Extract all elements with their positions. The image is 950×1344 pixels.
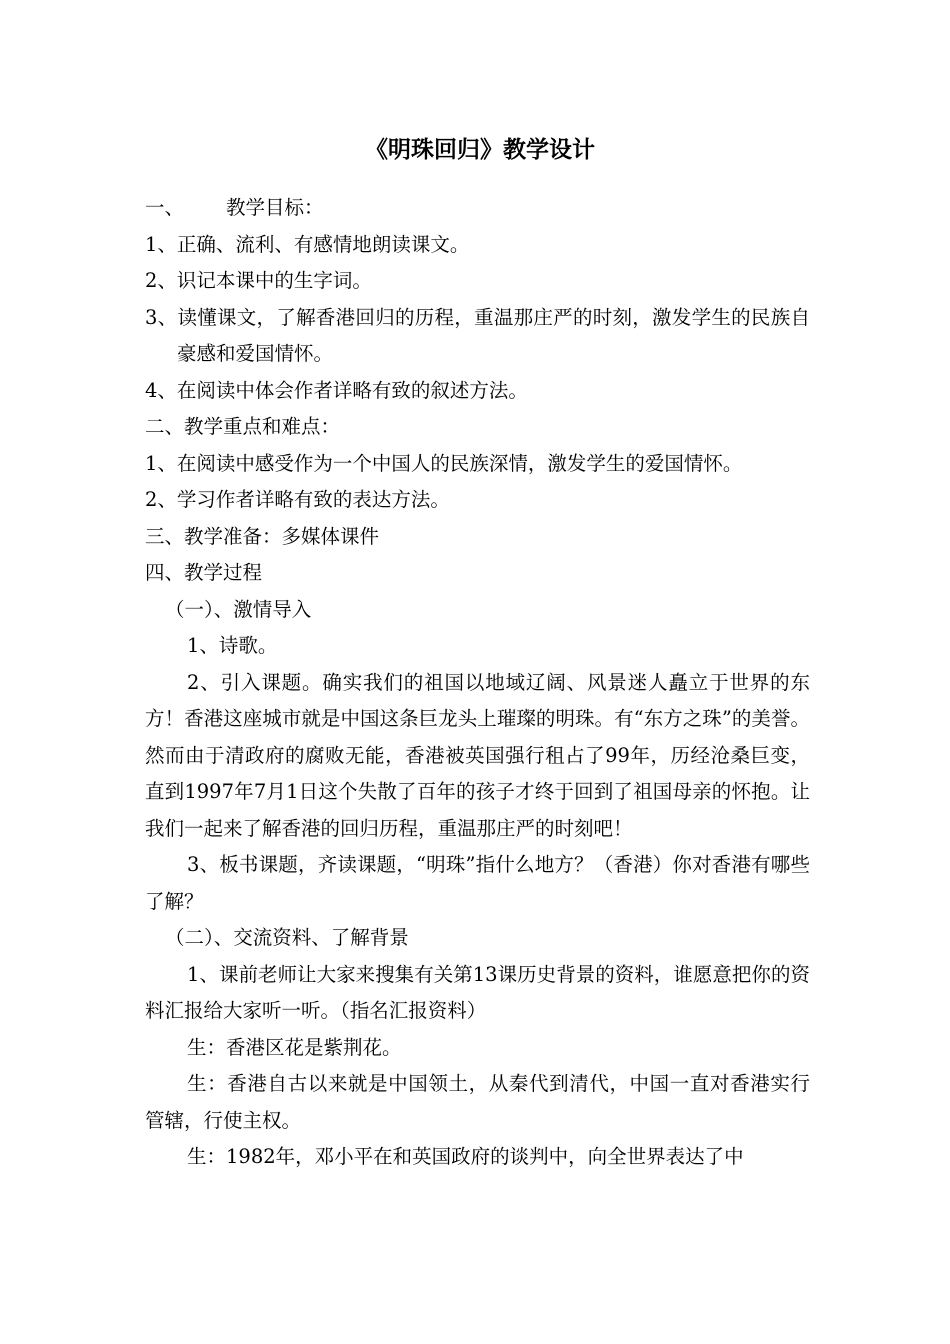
- student-answer-3: 生：1982年，邓小平在和英国政府的谈判中，向全世界表达了中: [187, 1145, 744, 1168]
- student-answer-1: 生：香港区花是紫荆花。: [187, 1035, 402, 1059]
- section-key-points: 二、教学重点和难点：: [145, 415, 341, 438]
- section-process: 四、教学过程: [145, 561, 263, 584]
- student-answer-2: 生：香港自古以来就是中国领土，从秦代到清代，中国一直对香港实行管辖，行使主权。: [145, 1072, 810, 1132]
- intro-item-1: 1、诗歌。: [187, 634, 278, 657]
- goal-item-4: 4、在阅读中体会作者详略有致的叙述方法。: [145, 378, 528, 402]
- section-heading: 教学目标：: [226, 196, 324, 219]
- background-item-1: 1、课前老师让大家来搜集有关第13课历史背景的资料，谁愿意把你的资料汇报给大家听一听。（指名汇报资料）: [145, 962, 810, 1022]
- section-teaching-goals: [145, 190, 810, 227]
- goal-item-3: 3、读懂课文，了解香港回归的历程，重温那庄严的时刻，激发学生的民族自豪感和爱国情怀。: [145, 305, 810, 365]
- subsection-background: （二）、交流资料、了解背景: [165, 926, 409, 949]
- goal-item-1: 1、正确、流利、有感情地朗读课文。: [145, 232, 470, 256]
- document-page: [145, 130, 810, 1176]
- intro-item-2: 2、引入课题。确实我们的祖国以地域辽阔、风景迷人矗立于世界的东方！香港这座城市就是中国这条巨龙头上璀璨的明珠。有“东方之珠”的美誉。然而由于清政府的腐败无能，香港被英国强行租占了99年，历经沧桑巨变，直到1997年7月1日这个失散了百年的孩子才终于回到了祖国母亲的怀抱。让我们一起来了解香港的回归历程，重温那庄严的时刻吧！: [145, 670, 810, 840]
- key-item-1: 1、在阅读中感受作为一个中国人的民族深情，激发学生的爱国情怀。: [145, 451, 743, 475]
- section-number: 一、: [145, 196, 185, 219]
- document-title: 《明珠回归》教学设计: [365, 136, 595, 163]
- section-preparation: 三、教学准备：多媒体课件: [145, 524, 380, 548]
- subsection-intro: （一）、激情导入: [165, 597, 312, 621]
- intro-item-3: 3、板书课题，齐读课题，“明珠”指什么地方？（香港）你对香港有哪些了解？: [145, 853, 810, 913]
- key-item-2: 2、学习作者详略有致的表达方法。: [145, 488, 450, 511]
- goal-item-2: 2、识记本课中的生字词。: [145, 269, 372, 292]
